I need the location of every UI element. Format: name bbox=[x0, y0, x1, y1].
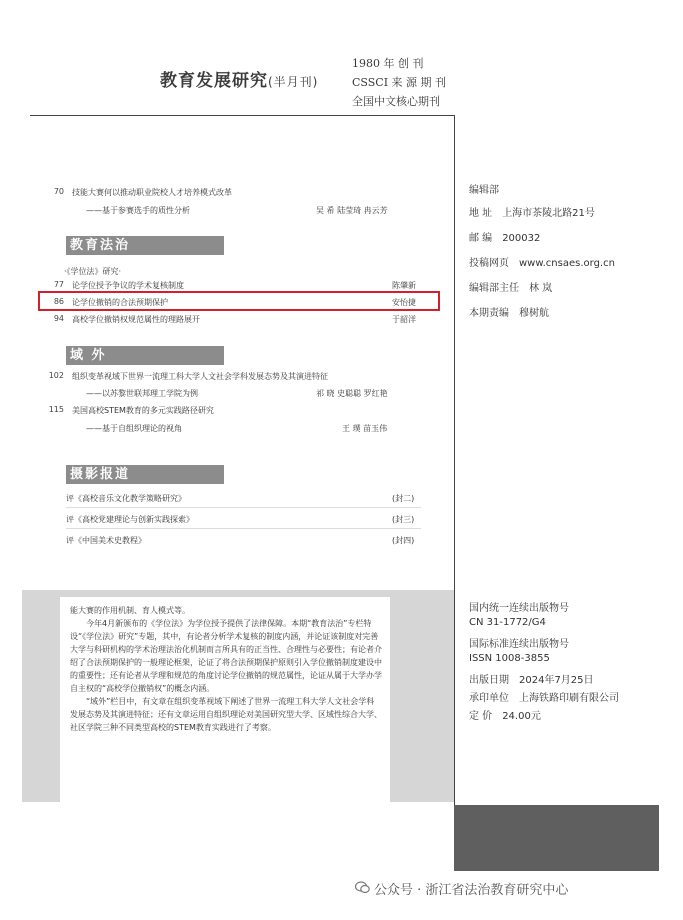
abstract-paragraph: 能大赛的作用机制、育人模式等。 bbox=[70, 606, 190, 615]
toc-page-num: 77 bbox=[53, 280, 64, 289]
photo-item-title[interactable]: 评《中国美术史教程》 bbox=[66, 536, 146, 545]
abstract-paragraph: 今年4月新颁布的《学位法》为学位授予提供了法律保障。本期“教育法治”专栏特设“《学位法》研究”专题，其中，有论者分析学术复核的制度内涵，并论证该制度对完善大学与科研机构的学术治理法治化机制而言所具有的正当性、合理性与必要性；有论者介绍了合法预期保护的一般理论框架，论证了将合法预期保护原则引入学位撤销制度建设中的重要性；还有论者从学理和规范的角度讨论学位撤销的规范属性，论证从属于大学办学自主权的“高校学位撤销权”的概念内涵。 bbox=[70, 619, 382, 693]
section-heading-photo: 摄影报道 bbox=[66, 465, 224, 484]
core-journal-line: 全国中文核心期刊 bbox=[352, 95, 440, 108]
toc-authors: 陈肇新 bbox=[392, 281, 416, 290]
divider bbox=[66, 528, 421, 529]
toc-article-title[interactable]: 高校学位撤销权规范属性的理路展开 bbox=[72, 315, 200, 324]
journal-name: 教育发展研究 bbox=[160, 71, 268, 91]
toc-page-num: 115 bbox=[48, 405, 64, 414]
toc-article-title[interactable]: 技能大赛何以推动职业院校人才培养模式改革 bbox=[72, 188, 232, 197]
toc-page-num: 86 bbox=[53, 297, 64, 306]
toc-page-num: 70 bbox=[53, 187, 64, 196]
toc-page-num: 102 bbox=[48, 371, 64, 380]
top-rule bbox=[30, 115, 455, 116]
toc-authors: 王 璞 苗玉伟 bbox=[342, 424, 388, 433]
wechat-icon bbox=[355, 881, 370, 894]
divider bbox=[66, 507, 421, 508]
toc-article-title-highlighted[interactable]: 论学位撤销的合法预期保护 bbox=[72, 298, 168, 307]
editor-line: 本期责编 穆树航 bbox=[469, 308, 549, 319]
cn-label: 国内统一连续出版物号 bbox=[469, 603, 569, 614]
decorative-block bbox=[454, 805, 659, 871]
photo-item-position: (封三) bbox=[392, 515, 415, 524]
toc-authors: 祁 晓 史聪聪 罗红艳 bbox=[316, 389, 388, 398]
cn-number: CN 31-1772/G4 bbox=[469, 617, 546, 628]
editorial-office-label: 编辑部 bbox=[469, 185, 499, 196]
abstract-paragraph: “域外”栏目中，有文章在组织变革视域下阐述了世界一流理工科大学人文社会学科发展态势及其演进特征；还有文章运用自组织理论对美国研究型大学、区域性综合大学、社区学院三种不同类型高校的STEM教育实践进行了考察。 bbox=[70, 697, 382, 732]
director-line: 编辑部主任 林 岚 bbox=[469, 283, 553, 294]
highlight-box bbox=[38, 291, 440, 311]
postcode-line: 邮 编 200032 bbox=[469, 233, 541, 244]
toc-authors: 安怡捷 bbox=[392, 298, 416, 307]
price-line: 定 价 24.00元 bbox=[469, 711, 541, 722]
issn-number: ISSN 1008-3855 bbox=[469, 653, 550, 664]
toc-article-title[interactable]: 组织变革视域下世界一流理工科大学人文社会学科发展态势及其演进特征 bbox=[72, 372, 328, 381]
section-heading-abroad: 域 外 bbox=[66, 346, 224, 365]
website-line: 投稿网页 www.cnsaes.org.cn bbox=[469, 258, 615, 269]
toc-article-subtitle: ——基于参赛选手的质性分析 bbox=[86, 206, 190, 215]
issn-label: 国际标准连续出版物号 bbox=[469, 639, 569, 650]
vertical-rule bbox=[454, 115, 455, 805]
toc-authors: 于韶洋 bbox=[392, 315, 416, 324]
publish-date-line: 出版日期 2024年7月25日 bbox=[469, 675, 594, 686]
printer-line: 承印单位 上海铁路印刷有限公司 bbox=[469, 693, 619, 704]
photo-item-title[interactable]: 评《高校音乐文化教学策略研究》 bbox=[66, 494, 186, 503]
toc-article-title[interactable]: 美国高校STEM教育的多元实践路径研究 bbox=[72, 406, 214, 415]
abstract-text bbox=[70, 604, 382, 734]
toc-article-subtitle: ——以苏黎世联邦理工学院为例 bbox=[86, 389, 198, 398]
section-heading-law: 教育法治 bbox=[66, 236, 224, 255]
founded-line: 1980 年 创 刊 bbox=[352, 57, 424, 70]
photo-item-title[interactable]: 评《高校党建理论与创新实践探索》 bbox=[66, 515, 194, 524]
photo-item-position: (封二) bbox=[392, 494, 415, 503]
journal-title bbox=[160, 66, 318, 91]
toc-article-title[interactable]: 论学位授予争议的学术复核制度 bbox=[72, 281, 184, 290]
photo-item-position: (封四) bbox=[392, 536, 415, 545]
toc-page-num: 94 bbox=[53, 314, 64, 323]
watermark-text: 公众号 · 浙江省法治教育研究中心 bbox=[374, 883, 569, 898]
journal-frequency: (半月刊) bbox=[268, 75, 319, 89]
toc-authors: 吴 希 陆莹琦 冉云芳 bbox=[316, 206, 388, 215]
address-line: 地 址 上海市茶陵北路21号 bbox=[469, 208, 595, 219]
subsection-label: ·《学位法》研究· bbox=[64, 267, 122, 276]
cssci-line: CSSCI 来 源 期 刊 bbox=[352, 76, 447, 89]
toc-article-subtitle: ——基于自组织理论的视角 bbox=[86, 424, 182, 433]
